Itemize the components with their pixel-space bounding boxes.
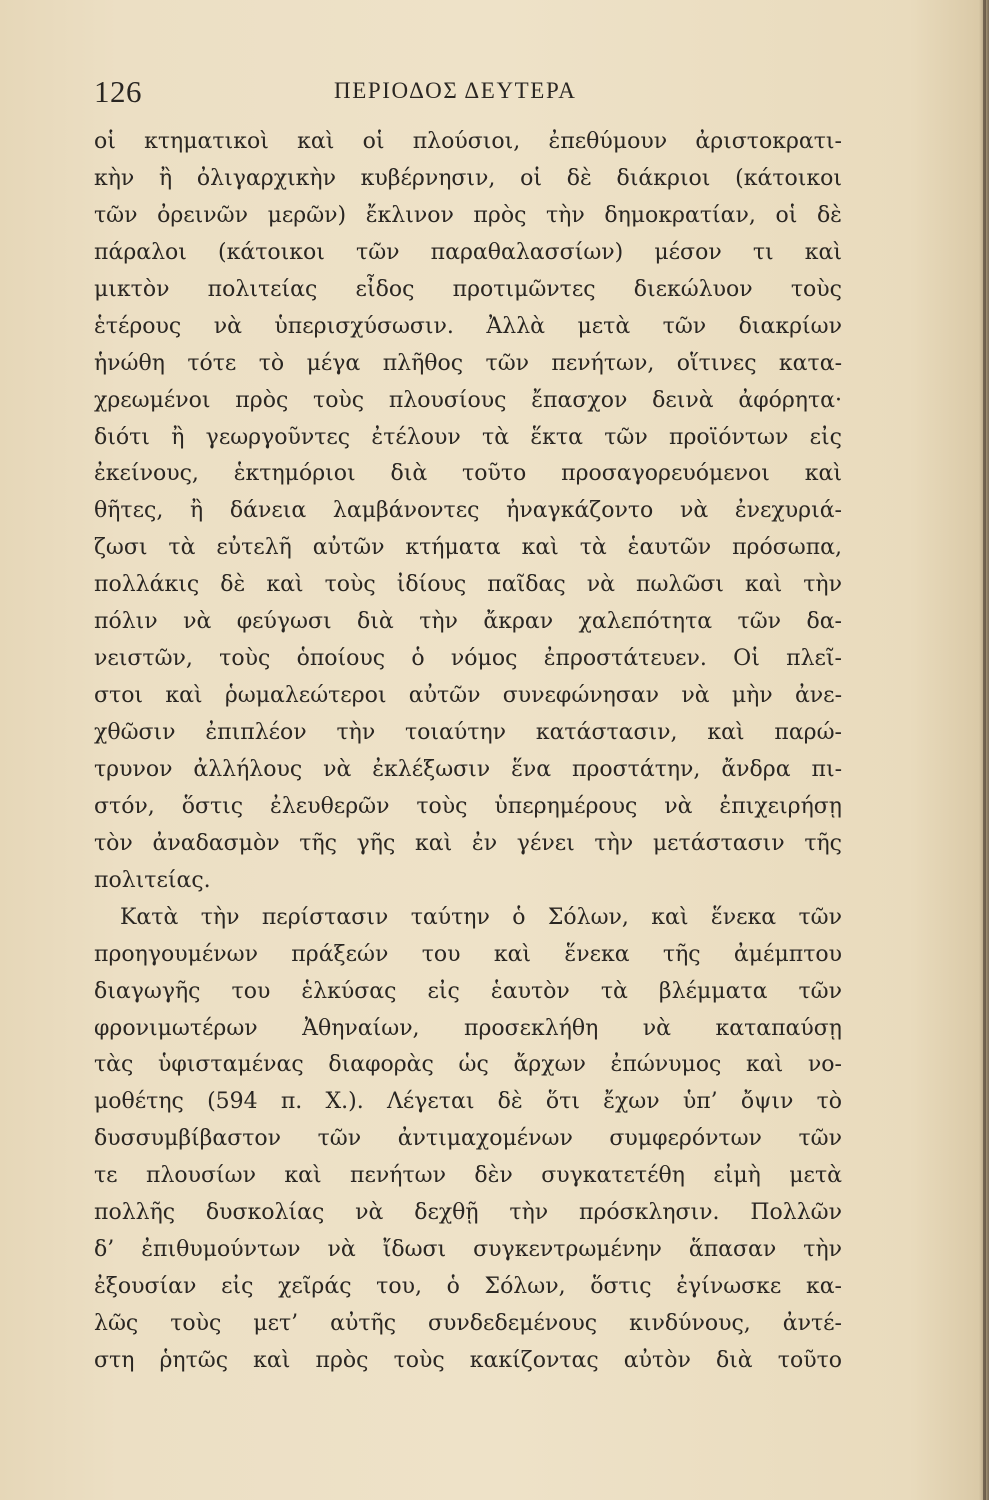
text-line: μικτὸν πολιτείας εἶδος προτιμῶντες διεκώλυον τοὺς	[94, 276, 842, 302]
text-line: λῶς τοὺς μετ’ αὐτῆς συνδεδεμένους κινδύνους, ἀντέ-	[94, 1311, 842, 1336]
text-line: οἱ κτηματικοὶ καὶ οἱ πλούσιοι, ἐπεθύμουν ἀριστοκρατι-	[94, 129, 842, 154]
text-line: νειστῶν, τοὺς ὁποίους ὁ νόμος ἐπροστάτευεν. Οἱ πλεῖ-	[94, 646, 842, 672]
text-line: ἐξουσίαν εἰς χεῖράς του, ὁ Σόλων, ὅστις ἐγίνωσκε κα-	[94, 1274, 842, 1300]
text-line: τρυνον ἀλλήλους νὰ ἐκλέξωσιν ἕνα προστάτην, ἄνδρα πι-	[94, 756, 842, 782]
text-line: τε πλουσίων καὶ πενήτων δὲν συγκατετέθη εἰμὴ μετὰ	[94, 1163, 842, 1189]
text-line-paragraph-end: πολιτείας.	[94, 867, 211, 893]
text-line: πάραλοι (κάτοικοι τῶν παραθαλασσίων) μέσον τι καὶ	[94, 239, 842, 265]
page-binding-edge	[983, 0, 986, 1500]
text-line: τὰς ὑφισταμένας διαφορὰς ὡς ἄρχων ἐπώνυμος καὶ νο-	[94, 1052, 842, 1078]
text-line: τῶν ὀρεινῶν μερῶν) ἔκλινον πρὸς τὴν δημοκρατίαν, οἱ δὲ	[94, 202, 842, 228]
text-line: διαγωγῆς του ἑλκύσας εἰς ἑαυτὸν τὰ βλέμματα τῶν	[94, 978, 842, 1004]
text-line: πολλῆς δυσκολίας νὰ δεχθῇ τὴν πρόσκλησιν. Πολλῶν	[94, 1200, 842, 1226]
text-line: χθῶσιν ἐπιπλέον τὴν τοιαύτην κατάστασιν, καὶ παρώ-	[94, 720, 842, 745]
text-line: ἐκείνους, ἑκτημόριοι διὰ τοῦτο προσαγορευόμενοι καὶ	[94, 461, 842, 487]
running-head: ΠΕΡΙΟΔΟΣ ΔΕΥΤΕΡΑ	[334, 78, 577, 103]
text-line: προηγουμένων πράξεών του καὶ ἕνεκα τῆς ἀμέμπτου	[94, 941, 842, 967]
text-line: τὸν ἀναδασμὸν τῆς γῆς καὶ ἐν γένει τὴν μετάστασιν τῆς	[94, 830, 842, 856]
text-line: δυσσυμβίβαστον τῶν ἀντιμαχομένων συμφερόντων τῶν	[94, 1126, 842, 1152]
text-line: μοθέτης (594 π. Χ.). Λέγεται δὲ ὅτι ἔχων ὑπ’ ὄψιν τὸ	[94, 1089, 842, 1115]
text-line: πολλάκις δὲ καὶ τοὺς ἰδίους παῖδας νὰ πωλῶσι καὶ τὴν	[94, 572, 842, 598]
text-line: ἑτέρους νὰ ὑπερισχύσωσιν. Ἀλλὰ μετὰ τῶν διακρίων	[94, 313, 842, 339]
text-line: στη ῥητῶς καὶ πρὸς τοὺς κακίζοντας αὐτὸν διὰ τοῦτο	[94, 1347, 842, 1373]
text-line: ἡνώθη τότε τὸ μέγα πλῆθος τῶν πενήτων, οἵτινες κατα-	[94, 350, 842, 376]
page-number: 126	[94, 74, 142, 109]
text-line: θῆτες, ἢ δάνεια λαμβάνοντες ἠναγκάζοντο νὰ ἐνεχυριά-	[94, 498, 842, 524]
text-line: φρονιμωτέρων Ἀθηναίων, προσεκλήθη νὰ καταπαύσῃ	[94, 1015, 842, 1041]
text-line: δ’ ἐπιθυμούντων νὰ ἴδωσι συγκεντρωμένην ἅπασαν τὴν	[94, 1237, 842, 1263]
page-header	[94, 74, 864, 114]
text-line: πόλιν νὰ φεύγωσι διὰ τὴν ἄκραν χαλεπότητα τῶν δα-	[94, 609, 842, 635]
text-line: διότι ἢ γεωργοῦντες ἐτέλουν τὰ ἕκτα τῶν προϊόντων εἰς	[94, 424, 842, 450]
text-line: στόν, ὅστις ἐλευθερῶν τοὺς ὑπερημέρους νὰ ἐπιχειρήσῃ	[94, 793, 842, 819]
text-line: κὴν ἢ ὀλιγαρχικὴν κυβέρνησιν, οἱ δὲ διάκριοι (κάτοικοι	[94, 165, 842, 191]
text-line-paragraph-start: Κατὰ τὴν περίστασιν ταύτην ὁ Σόλων, καὶ ἕνεκα τῶν	[120, 904, 842, 930]
text-line: ζωσι τὰ εὐτελῆ αὐτῶν κτήματα καὶ τὰ ἑαυτῶν πρόσωπα,	[94, 535, 842, 561]
text-line: στοι καὶ ῥωμαλεώτεροι αὐτῶν συνεφώνησαν νὰ μὴν ἀνε-	[94, 683, 842, 709]
text-line: χρεωμένοι πρὸς τοὺς πλουσίους ἔπασχον δεινὰ ἀφόρητα·	[94, 387, 842, 413]
body-text	[94, 124, 842, 1380]
